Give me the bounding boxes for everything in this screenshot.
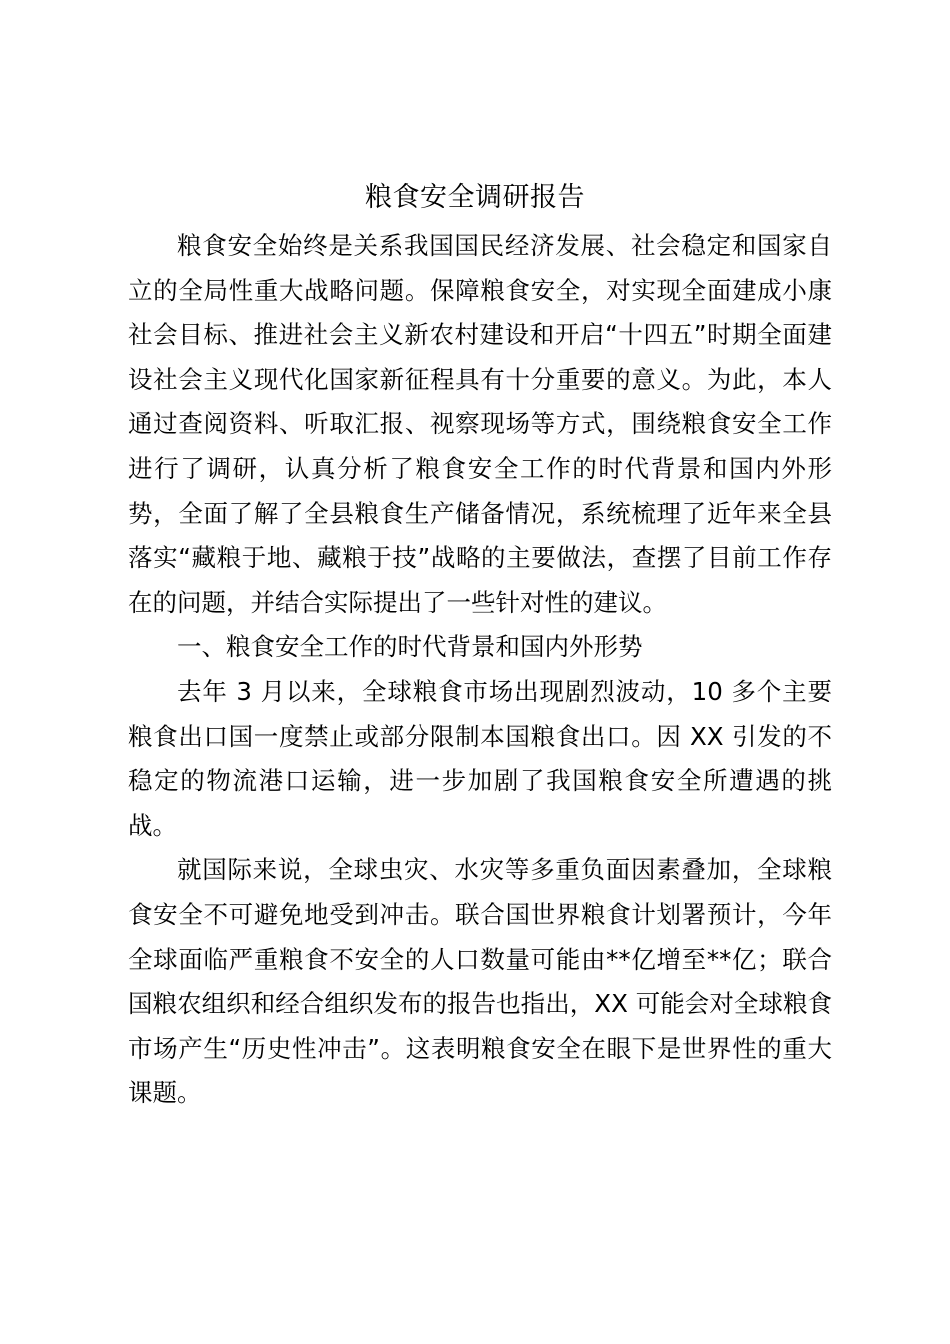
document-title: 粮食安全调研报告 (365, 182, 585, 213)
section-heading-1: 一、粮食安全工作的时代背景和国内外形势 (177, 632, 643, 662)
section-1-paragraph-1: 去年 3 月以来，全球粮食市场出现剧烈波动，10 多个主要粮食出口国一度禁止或部分限制本国粮食出口。因 XX 引发的不稳定的物流港口运输，进一步加剧了我国粮食安全所遭遇的挑战。 (128, 676, 832, 840)
section-1-paragraph-2: 就国际来说，全球虫灾、水灾等多重负面因素叠加，全球粮食安全不可避免地受到冲击。联合国世界粮食计划署预计，今年全球面临严重粮食不安全的人口数量可能由**亿增至**亿；联合国粮农组织和经合组织发布的报告也指出，XX 可能会对全球粮食市场产生“历史性冲击”。这表明粮食安全在眼下是世界性的重大课题。 (128, 855, 832, 1108)
intro-paragraph: 粮食安全始终是关系我国国民经济发展、社会稳定和国家自立的全局性重大战略问题。保障粮食安全，对实现全面建成小康社会目标、推进社会主义新农村建设和开启“十四五”时期全面建设社会主义现代化国家新征程具有十分重要的意义。为此，本人通过查阅资料、听取汇报、视察现场等方式，围绕粮食安全工作进行了调研，认真分析了粮食安全工作的时代背景和国内外形势，全面了解了全县粮食生产储备情况，系统梳理了近年来全县落实“藏粮于地、藏粮于技”战略的主要做法，查摆了目前工作存在的问题，并结合实际提出了一些针对性的建议。 (128, 231, 832, 617)
document-body (128, 224, 832, 1116)
